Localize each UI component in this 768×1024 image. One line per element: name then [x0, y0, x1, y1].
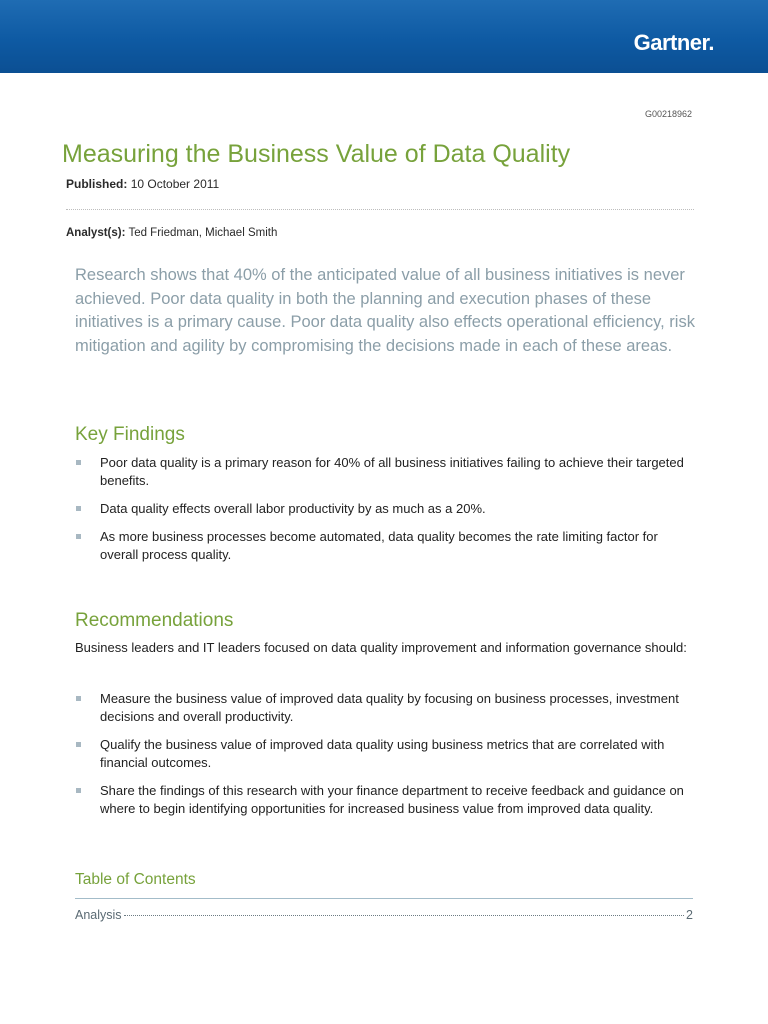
bullet-square-icon: [76, 696, 81, 701]
analysts-line: [66, 226, 277, 240]
analysts-names: Ted Friedman, Michael Smith: [128, 227, 278, 239]
list-item: Qualify the business value of improved data quality using business metrics that are correlated with financial outcomes.: [75, 736, 695, 772]
bullet-square-icon: [76, 506, 81, 511]
published-line: [66, 177, 219, 191]
toc-heading: Table of Contents: [75, 871, 196, 888]
analysts-label: Analyst(s):: [66, 227, 126, 239]
bullet-square-icon: [76, 788, 81, 793]
bullet-square-icon: [76, 534, 81, 539]
list-item: Poor data quality is a primary reason for 40% of all business initiatives failing to achieve their targeted benefits.: [75, 454, 695, 490]
list-item: As more business processes become automated, data quality becomes the rate limiting factor for overall process quality.: [75, 528, 695, 564]
gartner-logo: Gartner.: [633, 30, 714, 55]
document-title: Measuring the Business Value of Data Quality: [62, 140, 571, 168]
toc-entry-analysis[interactable]: [75, 908, 693, 922]
bullet-square-icon: [76, 742, 81, 747]
meta-divider: [66, 209, 694, 210]
bullet-square-icon: [76, 460, 81, 465]
key-findings-heading: Key Findings: [75, 424, 185, 445]
toc-entry-page[interactable]: 2: [686, 908, 693, 922]
header-band: [0, 0, 768, 73]
list-item: Data quality effects overall labor productivity by as much as a 20%.: [75, 500, 695, 518]
list-item: Share the findings of this research with your finance department to receive feedback and guidance on where to begin identifying opportunities for increased business value from improved data quality.: [75, 782, 695, 818]
toc-dot-leader: [124, 915, 685, 916]
published-date: 10 October 2011: [130, 177, 220, 191]
key-findings-list: [75, 454, 695, 574]
recommendations-heading: Recommendations: [75, 610, 234, 631]
published-label: Published:: [66, 177, 128, 191]
summary-paragraph: Research shows that 40% of the anticipated value of all business initiatives is never achieved. Poor data quality in both the planning and execution phases of these initiatives is a primary cause. Poor data quality also effects operational efficiency, risk mitigation and agility by compromising the decisions made in each of these areas.: [75, 266, 695, 355]
list-item: Measure the business value of improved data quality by focusing on business processes, investment decisions and overall productivity.: [75, 690, 695, 726]
recommendations-list: [75, 690, 695, 828]
document-id: G00218962: [644, 109, 692, 119]
toc-entry-label[interactable]: Analysis: [75, 908, 122, 922]
toc-divider: [75, 898, 693, 899]
recommendations-intro: Business leaders and IT leaders focused on data quality improvement and information governance should:: [75, 640, 687, 655]
